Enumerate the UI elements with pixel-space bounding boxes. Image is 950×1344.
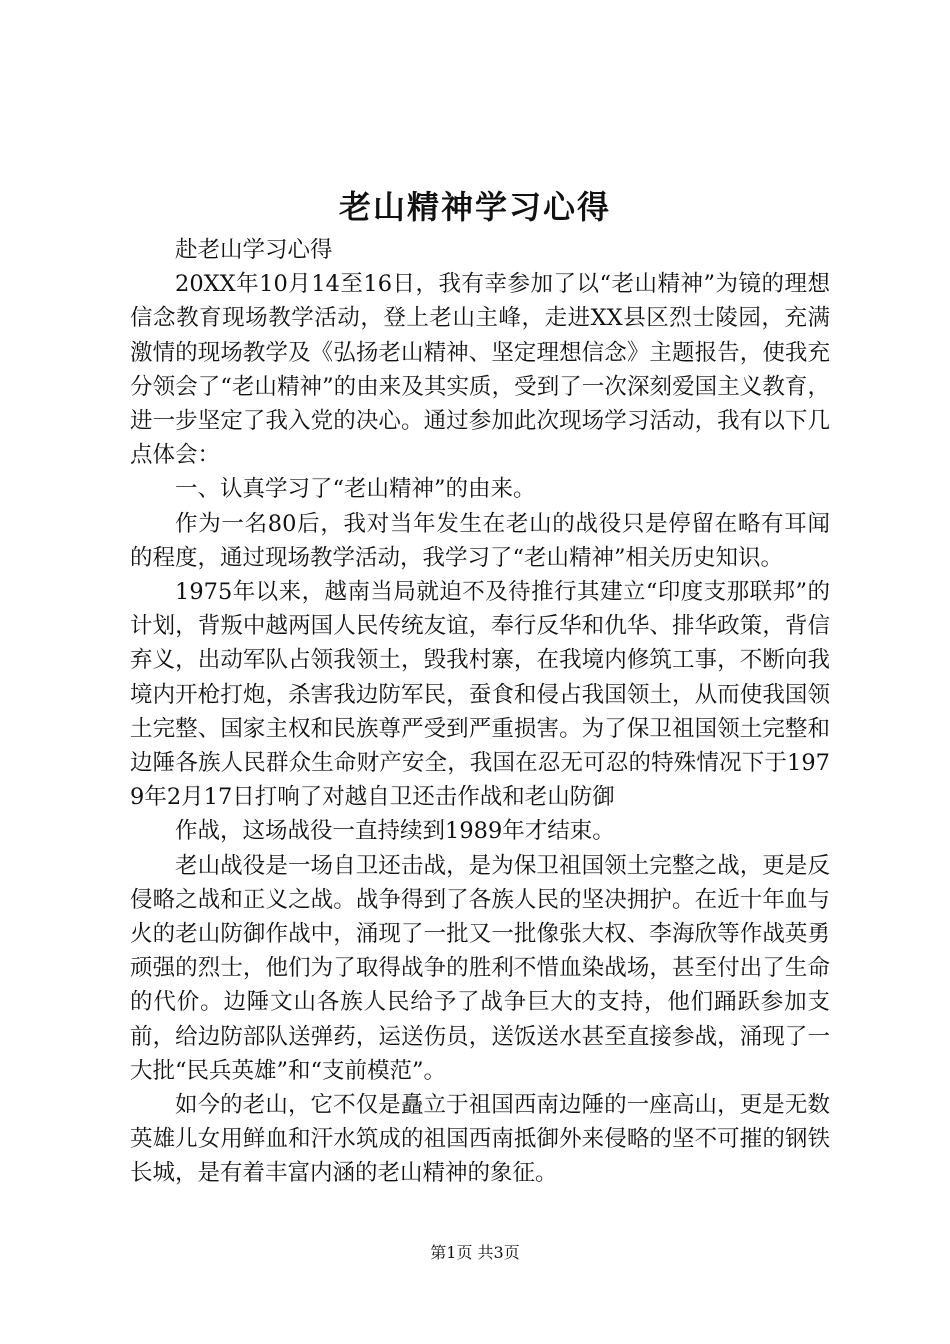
paragraph: 作为一名80后，我对当年发生在老山的战役只是停留在略有耳闻的程度，通过现场教学活动，我学习了“老山精神”相关历史知识。 — [130, 510, 830, 571]
paragraph-subtitle: 赴老山学习心得 — [175, 237, 333, 263]
paragraph: 如今的老山，它不仅是矗立于祖国西南边陲的一座高山，更是无数英雄儿女用鲜血和汗水筑成的祖国西南抵御外来侵略的坚不可摧的钢铁长城，是有着丰富内涵的老山精神的象征。 — [130, 1092, 830, 1187]
paragraph: 20XX年10月14至16日，我有幸参加了以“老山精神”为镜的理想信念教育现场教学活动，登上老山主峰，走进XX县区烈士陵园，充满激情的现场教学及《弘扬老山精神、坚定理想信念》主题报告，使我充分领会了“老山精神”的由来及其实质，受到了一次深刻爱国主义教育，进一步坚定了我入党的决心。通过参加此次现场学习活动，我有以下几点体会： — [130, 271, 830, 469]
section-heading: 一、认真学习了“老山精神”的由来。 — [175, 476, 536, 503]
paragraph: 作战，这场战役一直持续到1989年才结束。 — [175, 818, 615, 845]
paragraph: 1975年以来，越南当局就迫不及待推行其建立“印度支那联邦”的计划，背叛中越两国人民传统友谊，奉行反华和仇华、排华政策，背信弃义，出动军队占领我领土，毁我村寨，在我境内修筑工事，不断向我境内开枪打炮，杀害我边防军民，蚕食和侵占我国领土，从而使我国领土完整、国家主权和民族尊严受到严重损害。为了保卫祖国领土完整和边陲各族人民群众生命财产安全，我国在忍无可忍的特殊情况下于1979年2月17日打响了对越自卫还击作战和老山防御 — [130, 579, 830, 811]
page-number-footer: 第1页 共3页 — [430, 1243, 520, 1262]
document-body — [130, 233, 830, 1191]
paragraph: 老山战役是一场自卫还击战，是为保卫祖国领土完整之战，更是反侵略之战和正义之战。战争得到了各族人民的坚决拥护。在近十年血与火的老山防御作战中，涌现了一批又一批像张大权、李海欣等作战英勇顽强的烈士，他们为了取得战争的胜利不惜血染战场，甚至付出了生命的代价。边陲文山各族人民给予了战争巨大的支持，他们踊跃参加支前，给边防部队送弹药，运送伤员，送饭送水甚至直接参战，涌现了一大批“民兵英雄”和“支前模范”。 — [130, 852, 830, 1084]
document-title: 老山精神学习心得 — [338, 188, 611, 226]
